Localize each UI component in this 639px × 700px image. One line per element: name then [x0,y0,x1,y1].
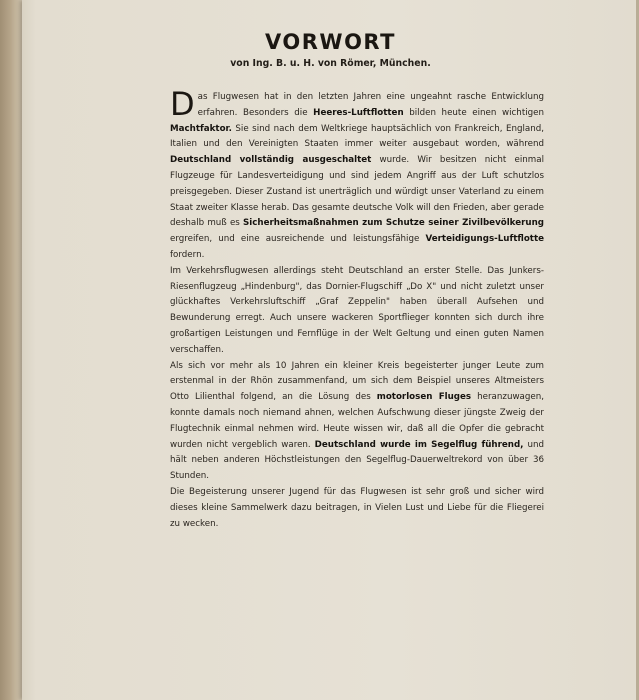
bold-emphasis: Machtfaktor. [170,123,232,134]
bold-emphasis: Deutschland wurde im Segelflug führend, [314,439,524,450]
text-run: bilden heute einen wichtigen [403,107,544,118]
text-run: Im Verkehrsflugwesen allerdings steht Deutschland an erster Stelle. Das Junkers-Riesenflugzeug „Hindenburg", das Dornier-Flugschiff „Do X" und nicht zuletzt unser glückhaftes Verkehrsluftschiff „Graf Zeppelin" haben überall Aufsehen und Bewunderung erregt. Auch unsere wackeren Sportflieger konnten sich durch ihre großartigen Leistungen und Fernflüge in der Welt Geltung und einen guten Namen verschaffen. [170,265,544,355]
text-run: ergreifen, und eine ausreichende und leistungsfähige [170,234,426,245]
text-run: und hält neben anderen Höchstleistungen den Segelflug-Dauerweltrekord von über 36 Stunden. [170,439,544,482]
page-title: VORWORT [265,30,396,54]
bold-emphasis: motorlosen Fluges [376,392,472,403]
book-page [22,0,639,700]
author-byline: von Ing. B. u. H. von Römer, München. [230,58,431,69]
paragraph [170,485,544,532]
text-run: fordern. [170,249,205,260]
text-run: Sie sind nach dem Weltkriege hauptsächlich von Frankreich, England, Italien und den Vereinigten Staaten immer weiter ausgebaut worden, während [170,123,544,150]
paragraph-text [170,85,544,260]
bold-emphasis: Heeres-Luftflotten [313,107,404,118]
text-run: heranzuwagen, konnte damals noch niemand ahnen, welchen Aufschwung dieser jüngste Zweig der Flugtechnik einmal nehmen wird. Heute wissen wir, daß all die Opfer die gebracht wurden nicht vergeblich waren. [170,392,545,450]
text-run: as Flugwesen hat in den letzten Jahren eine ungeahnt rasche Entwicklung erfahren. Besonders die [197,92,544,118]
bold-emphasis: Deutschland vollständig ausgeschaltet [170,155,372,166]
paragraph-text [170,266,544,355]
paragraph [170,264,544,359]
text-run: wurde. Wir besitzen nicht einmal Flugzeuge für Landesverteidigung und sind jedem Angriff aus der Luft schutzlos preisgegeben. Dieser Zustand ist unerträglich und würdigt unser Vaterland zu einem Staat zweiter Klasse herab. Das gesamte deutsche Volk will den Frieden, aber gerade deshalb muß es [170,155,544,229]
paragraph-text [170,487,544,529]
paragraph [170,85,544,264]
text-run: Die Begeisterung unserer Jugend für das Flugwesen ist sehr groß und sicher wird dieses kleine Sammelwerk dazu beitragen, in Vielen Lust und Liebe für die Fliegerei zu wecken. [170,486,544,529]
bold-emphasis: Sicherheitsmaßnahmen zum Schutze seiner Zivilbevölkerung [243,218,544,229]
paragraph [170,359,544,485]
foreword-body [170,85,545,532]
text-run: Als sich vor mehr als 10 Jahren ein kleiner Kreis begeisterter junger Leute zum erstenmal in der Rhön zusammenfand, um sich dem Beispiel unseres Altmeisters Otto Lilienthal folgend, an die Lösung des [170,360,544,403]
drop-cap: D [170,85,195,123]
bold-emphasis: Verteidigungs-Luftflotte [425,234,544,245]
paragraph-text [170,361,544,482]
